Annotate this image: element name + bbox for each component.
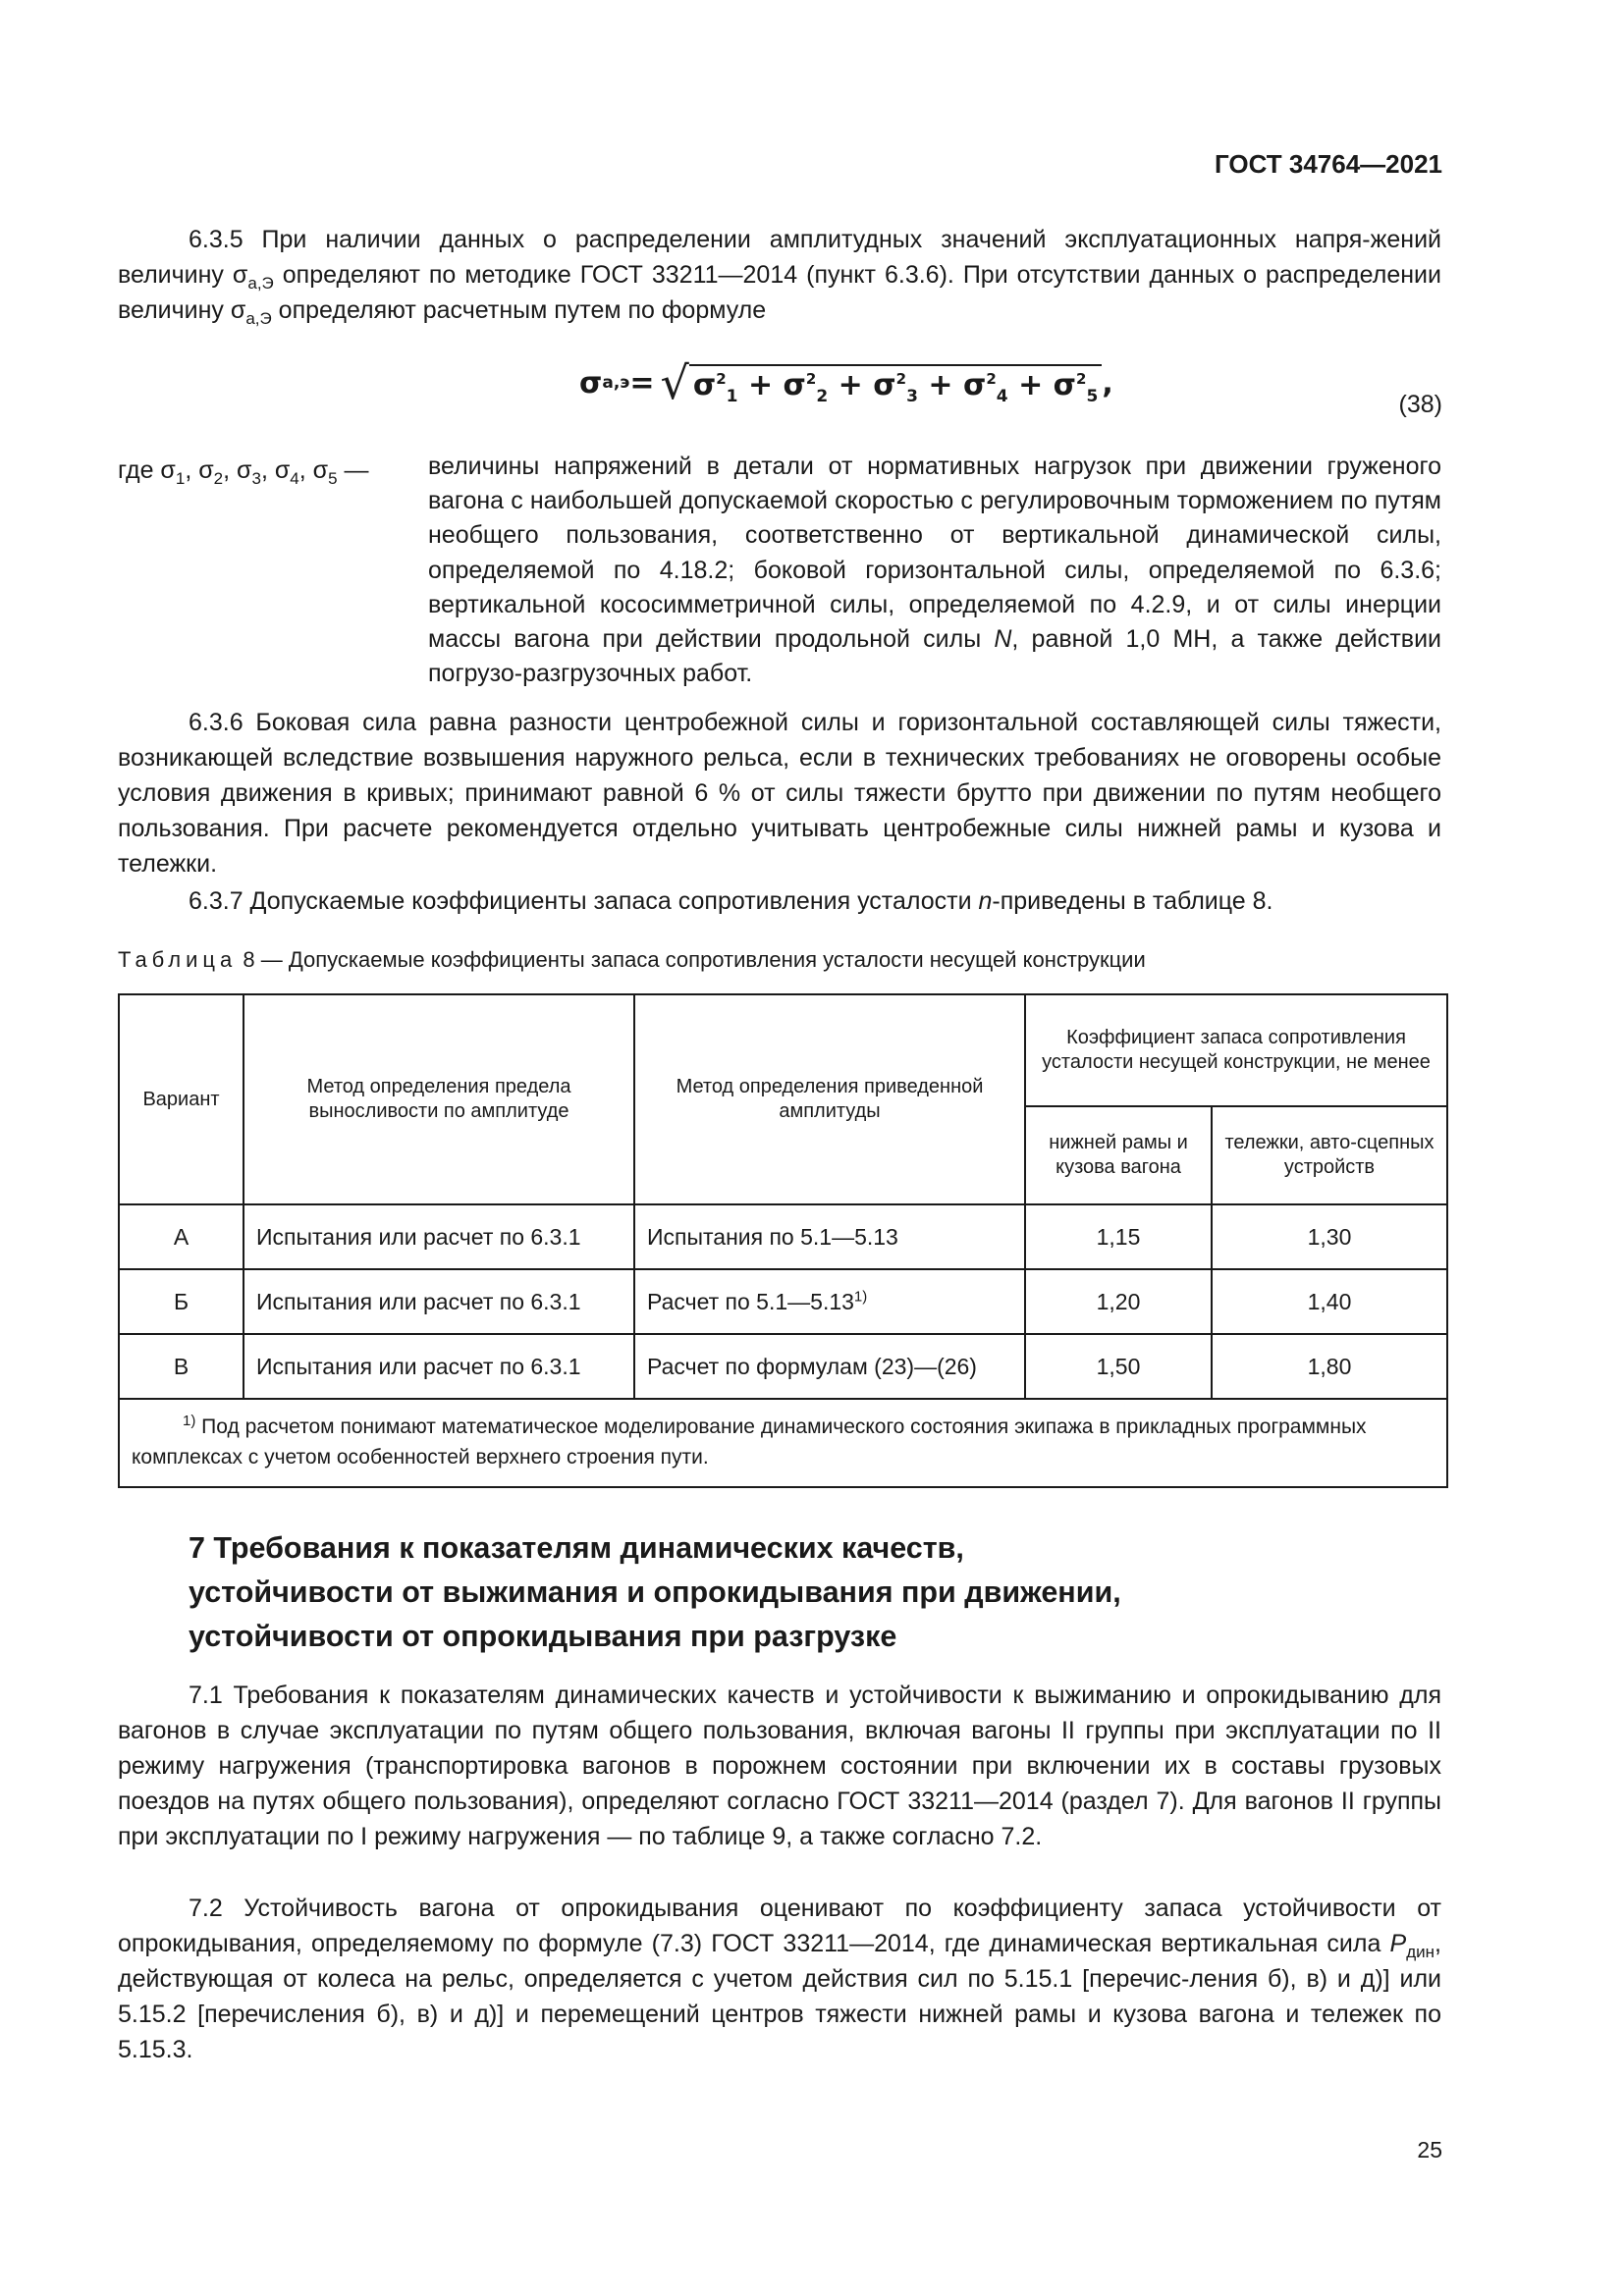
formula-38: σ a,э = √ $\sigma^2_1 + \sigma^2_2 + \sigma^2_3 + \sigma^2_4 + \sigma^2_5$ , bbox=[579, 356, 1113, 409]
table-row: В Испытания или расчет по 6.3.1 Расчет по формулам (23)—(26) 1,50 1,80 bbox=[119, 1334, 1447, 1399]
table-footnote: $^{1)}$ Под расчетом понимают математическое моделирование динамического состояния экипажа в прикладных программных комплексах с учетом особенностей верхнего строения пути. bbox=[119, 1399, 1447, 1487]
table-row: А Испытания или расчет по 6.3.1 Испытания по 5.1—5.13 1,15 1,30 bbox=[119, 1204, 1447, 1269]
paragraph-6-3-5: 6.3.5 При наличии данных о распределении амплитудных значений эксплуатационных напря-жений величину $\sigma_{a,Э}$ определяют по методике ГОСТ 33211—2014 (пункт 6.3.6). При отсутствии данных о распределении величину $\sigma_{a,Э}$ определяют расчетным путем по формуле bbox=[118, 226, 1441, 328]
paragraph-6-3-7: 6.3.7 Допускаемые коэффициенты запаса сопротивления усталости n-приведены в таблице 8. bbox=[189, 887, 1273, 915]
section-7-heading: 7 Требования к показателям динамических качеств, устойчивости от выжимания и опрокидывания при движении, устойчивости от опрокидывания при разгрузке bbox=[189, 1531, 1121, 1653]
table-footnote-row bbox=[119, 1399, 1447, 1487]
square-root bbox=[660, 356, 1103, 409]
subheader-frame: нижней рамы и кузова вагона bbox=[1025, 1106, 1212, 1204]
table-caption: Таблица 8 — Допускаемые коэффициенты запаса сопротивления усталости несущей конструкции bbox=[118, 947, 1146, 972]
subheader-bogie: тележки, авто-сцепных устройств bbox=[1212, 1106, 1447, 1204]
radicand: $\sigma^2_1 + \sigma^2_2 + \sigma^2_3 + \sigma^2_4 + \sigma^2_5$ bbox=[689, 364, 1102, 402]
table-row: Б Испытания или расчет по 6.3.1 Расчет по 5.1—5.13$^{1)}$ 1,20 1,40 bbox=[119, 1269, 1447, 1334]
document-header: ГОСТ 34764—2021 bbox=[1215, 149, 1442, 179]
where-description: величины напряжений в детали от нормативных нагрузок при движении груженого вагона с наибольшей допускаемой скоростью с регулировочным торможением по путям необщего пользования, соответственно от вертикальной динамической силы, определяемой по 4.18.2; боковой горизонтальной силы, определяемой по 6.3.6; вертикальной кососимметричной силы, определяемой по 4.2.9, и от силы инерции массы вагона при действии продольной силы N, равной 1,0 МН, а также действии погрузо-разгрузочных работ. bbox=[428, 453, 1441, 688]
radical-sign: √ bbox=[660, 356, 689, 409]
header-variant: Вариант bbox=[119, 994, 244, 1204]
header-coefficient: Коэффициент запаса сопротивления усталости несущей конструкции, не менее bbox=[1025, 994, 1447, 1106]
header-method-amplitude: Метод определения приведенной амплитуды bbox=[634, 994, 1025, 1204]
equation-number: (38) bbox=[1398, 391, 1442, 418]
page-number: 25 bbox=[1417, 2137, 1442, 2163]
where-label: где $\sigma_1$, $\sigma_2$, $\sigma_3$, $\sigma_4$, $\sigma_5$ — bbox=[118, 456, 369, 488]
table-8 bbox=[118, 993, 1448, 1488]
paragraph-7-2: 7.2 Устойчивость вагона от опрокидывания оценивают по коэффициенту запаса устойчивости от опрокидывания, определяемому по формуле (7.3) ГОСТ 33211—2014, где динамическая вертикальная сила $P_{дин}$, действующая от колеса на рельс, определяется с учетом действия сил по 5.15.1 [перечис-ления б), в) и д)] или 5.15.2 [перечисления б), в) и д)] и перемещений центров тяжести нижней рамы и кузова вагона и тележек по 5.15.3. bbox=[118, 1895, 1441, 2063]
table-header-row bbox=[119, 994, 1447, 1106]
header-method-limit: Метод определения предела выносливости по амплитуде bbox=[244, 994, 634, 1204]
paragraph-6-3-6: 6.3.6 Боковая сила равна разности центробежной силы и горизонтальной составляющей силы тяжести, возникающей вследствие возвышения наружного рельса, если в технических требованиях не оговорены особые условия движения в кривых; принимают равной 6 % от силы тяжести брутто при движении по путям необщего пользования. При расчете рекомендуется отдельно учитывать центробежные силы нижней рамы и кузова и тележки. bbox=[118, 709, 1441, 878]
paragraph-7-1: 7.1 Требования к показателям динамических качеств и устойчивости к выжиманию и опрокидыванию для вагонов в случае эксплуатации по путям общего пользования, включая вагоны II группы при эксплуатации по II режиму нагружения (транспортировка вагонов в порожнем состоянии при включении их в составы грузовых поездов на путях общего пользования), определяют согласно ГОСТ 33211—2014 (раздел 7). Для вагонов II группы при эксплуатации по I режиму нагружения — по таблице 9, а также согласно 7.2. bbox=[118, 1682, 1441, 1850]
